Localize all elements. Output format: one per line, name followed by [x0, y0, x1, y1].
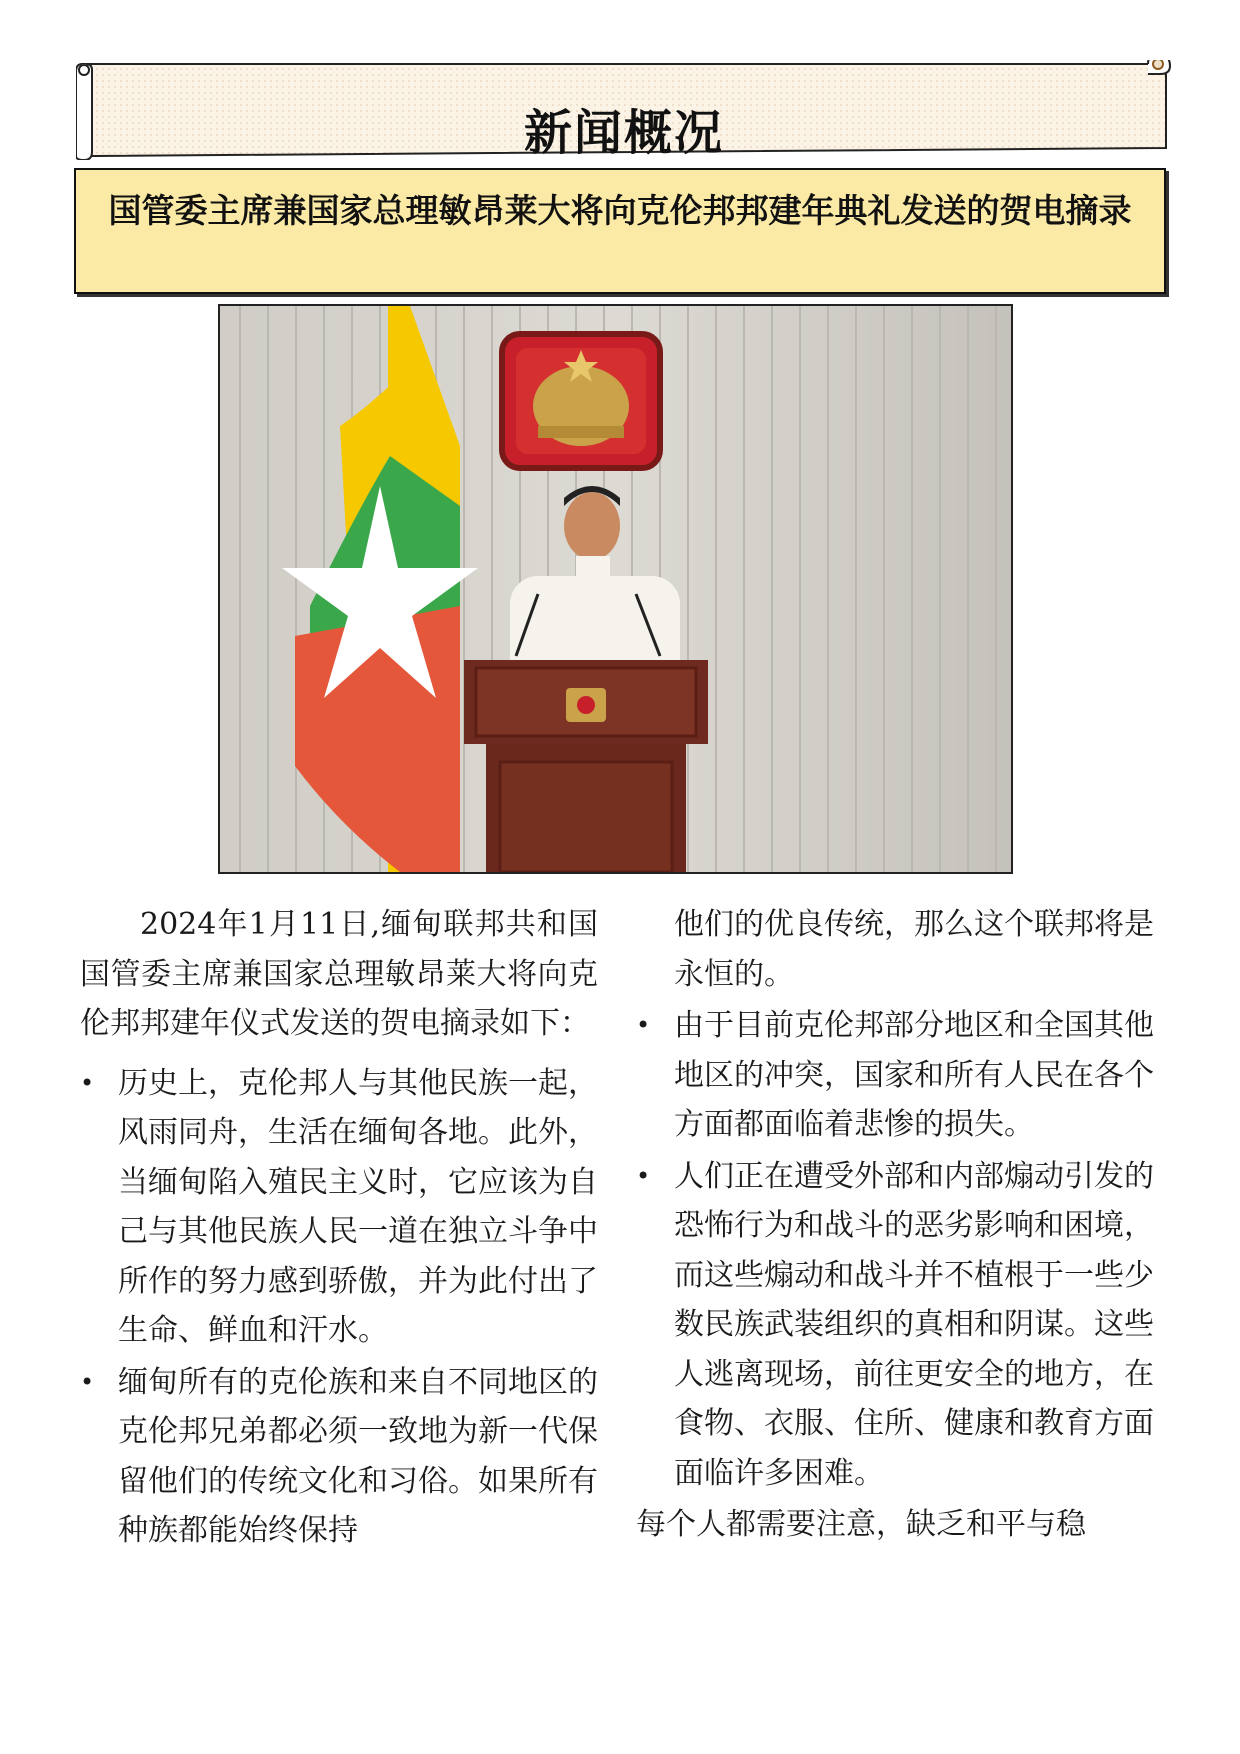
- title-banner: [76, 60, 1172, 160]
- article-photo: [218, 304, 1013, 874]
- article-column-right: [636, 900, 1154, 1550]
- closing-line: 每个人都需要注意，缺乏和平与稳: [636, 1507, 1086, 1542]
- list-item: • 由于目前克伦邦部分地区和全国其他地区的冲突，国家和所有人民在各个方面都面临着悲惨的损失。: [636, 1001, 1154, 1150]
- article-column-left: [80, 900, 598, 1558]
- photo-illustration: [220, 306, 1011, 872]
- bullet-continuation: 他们的优良传统，那么这个联邦将是永恒的。: [674, 907, 1154, 992]
- list-item: • 历史上，克伦邦人与其他民族一起，风雨同舟，生活在缅甸各地。此外，当缅甸陷入殖民主义时，它应该为自己与其他民族人民一道在独立斗争中所作的努力感到骄傲，并为此付出了生命、鲜血和汗水。: [80, 1059, 598, 1356]
- bullet-list-left: [80, 1059, 598, 1556]
- headline-box: [74, 168, 1166, 294]
- banner-title: 新闻概况: [523, 105, 724, 161]
- headline-text: 国管委主席兼国家总理敏昂莱大将向克伦邦邦建年典礼发送的贺电摘录: [108, 191, 1132, 230]
- bullet-list-right: [636, 1001, 1154, 1498]
- state-emblem: [502, 334, 660, 468]
- podium: [464, 660, 708, 872]
- list-item: • 缅甸所有的克伦族和来自不同地区的克伦邦兄弟都必须一致地为新一代保留他们的传统文化和习俗。如果所有种族都能始终保持: [80, 1358, 598, 1556]
- list-item: • 人们正在遭受外部和内部煽动引发的恐怖行为和战斗的恶劣影响和困境，而这些煽动和战斗并不植根于一些少数民族武装组织的真相和阴谋。这些人逃离现场，前往更安全的地方，在食物、衣服、住所、健康和教育方面面临许多困难。: [636, 1152, 1154, 1499]
- article-intro: 2024年1月11日,缅甸联邦共和国国管委主席兼国家总理敏昂莱大将向克伦邦邦建年仪式发送的贺电摘录如下：: [80, 907, 598, 1041]
